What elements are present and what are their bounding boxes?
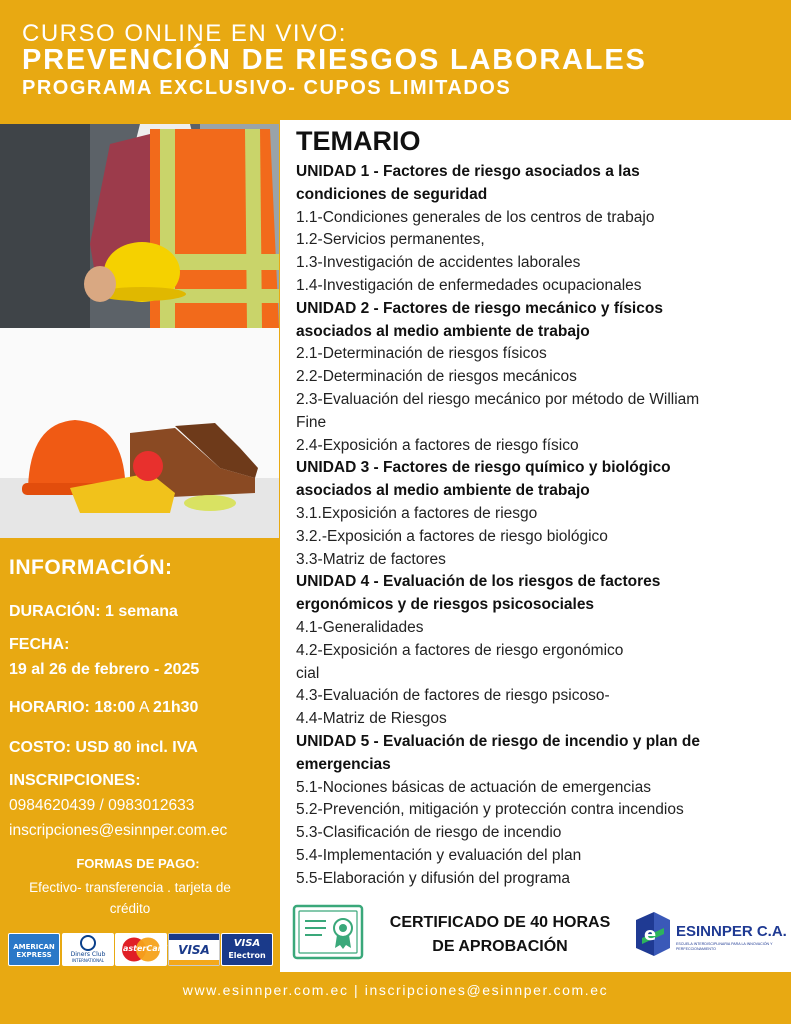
certificate-line-1: CERTIFICADO DE 40 HORAS [389, 914, 611, 931]
header-course-type: CURSO ONLINE EN VIVO: [22, 20, 347, 47]
schedule-start: HORARIO: 18:00 [9, 699, 136, 716]
visa-label: VISA [178, 943, 210, 957]
header-course-title: PREVENCIÓN DE RIESGOS LABORALES [22, 44, 647, 76]
syllabus-topic: 4.4-Matriz de Riesgos [296, 710, 447, 728]
syllabus-topic: 4.2-Exposición a factores de riesgo ergonómico [296, 641, 624, 659]
date-label: FECHA: [9, 636, 70, 653]
diners-card-icon [62, 933, 114, 966]
schedule [9, 697, 198, 719]
syllabus-topic: 3.1.Exposición a factores de riesgo [296, 504, 538, 522]
diners-label-bottom: INTERNATIONAL [71, 958, 105, 963]
mastercard-label: MasterCard [115, 944, 168, 953]
syllabus-topic: 1.2-Servicios permanentes, [296, 231, 485, 249]
logo-name: ESINNPER C.A. [676, 923, 787, 940]
logo-tagline: ESCUELA INTERDISCIPLINARIA PARA LA INNOVACIÓN Y PERFECCIONAMIENTO [676, 942, 773, 951]
schedule-end: 21h30 [153, 699, 199, 716]
safety-equipment-photo [0, 328, 279, 538]
syllabus-unit-heading: UNIDAD 4 - Evaluación de los riesgos de factores [296, 573, 661, 591]
date-value: 19 al 26 de febrero - 2025 [9, 661, 200, 678]
esinnper-logo [634, 910, 787, 960]
syllabus-topic: 4.1-Generalidades [296, 618, 424, 636]
syllabus-topic: 1.3-Investigación de accidentes laborales [296, 254, 581, 272]
syllabus-topic: 5.5-Elaboración y difusión del programa [296, 869, 570, 887]
registration-email[interactable]: inscripciones@esinnper.com.ec [9, 822, 228, 839]
syllabus-unit-heading: condiciones de seguridad [296, 185, 488, 203]
syllabus-topic: 5.3-Clasificación de riesgo de incendio [296, 824, 562, 842]
registration-label: INSCRIPCIONES: [9, 772, 141, 789]
syllabus-unit-heading: asociados al medio ambiente de trabajo [296, 322, 590, 340]
amex-label-bottom: EXPRESS [16, 951, 52, 959]
syllabus-unit-heading: UNIDAD 1 - Factores de riesgo asociados a las [296, 163, 640, 180]
info-title: INFORMACIÓN: [9, 556, 173, 579]
certificate-text [372, 911, 628, 959]
syllabus-topic: 5.1-Nociones básicas de actuación de emergencias [296, 778, 651, 796]
amex-card-icon [8, 933, 60, 966]
syllabus-topic: Fine [296, 413, 327, 431]
syllabus-unit-heading: UNIDAD 3 - Factores de riesgo químico y biológico [296, 459, 671, 477]
syllabus-topic: cial [296, 664, 320, 682]
syllabus-topic: 2.4-Exposición a factores de riesgo físico [296, 436, 579, 454]
syllabus-unit-heading: UNIDAD 5 - Evaluación de riesgo de incendio y plan de [296, 732, 700, 750]
syllabus-unit-heading: asociados al medio ambiente de trabajo [296, 482, 590, 500]
syllabus-list [296, 161, 776, 891]
syllabus-unit-heading: UNIDAD 2 - Factores de riesgo mecánico y físicos [296, 299, 663, 317]
schedule-separator: A [135, 699, 154, 716]
worker-photo [0, 124, 279, 328]
syllabus-topic: 3.3-Matriz de factores [296, 550, 446, 568]
visa-electron-label-top: VISA [233, 938, 261, 949]
syllabus-topic: 2.1-Determinación de riesgos físicos [296, 345, 547, 363]
header-program-note: PROGRAMA EXCLUSIVO- CUPOS LIMITADOS [22, 77, 512, 99]
certificate-icon [292, 904, 364, 960]
amex-label-top: AMERICAN [13, 943, 55, 951]
duration: DURACIÓN: 1 semana [9, 603, 178, 620]
diners-label-top: Diners Club [70, 951, 106, 958]
footer-contact[interactable]: www.esinnper.com.ec | inscripciones@esinnper.com.ec [182, 982, 609, 998]
syllabus-topic: 2.2-Determinación de riesgos mecánicos [296, 368, 577, 386]
diners-circle-icon [80, 935, 96, 951]
syllabus-unit-heading: ergonómicos y de riesgos psicosociales [296, 596, 595, 614]
syllabus-topic: 5.2-Prevención, mitigación y protección contra incendios [296, 801, 684, 819]
visa-band-bottom [169, 960, 219, 965]
cost: COSTO: USD 80 incl. IVA [9, 739, 198, 756]
esinnper-logo-mark [634, 910, 674, 958]
svg-text:e: e [644, 924, 657, 945]
visa-card-icon [168, 933, 220, 966]
phone-numbers[interactable]: 0984620439 / 0983012633 [9, 797, 195, 814]
syllabus-topic: 2.3-Evaluación del riesgo mecánico por método de William [296, 390, 700, 408]
mastercard-card-icon [115, 933, 167, 966]
certificate-line-2: DE APROBACIÓN [432, 938, 568, 955]
syllabus-title: TEMARIO [296, 126, 421, 156]
syllabus-topic: 5.4-Implementación y evaluación del plan [296, 846, 582, 864]
payment-label: FORMAS DE PAGO: [76, 856, 200, 871]
payment-methods: Efectivo- transferencia . tarjeta de crédito [29, 880, 231, 916]
syllabus-topic: 1.1-Condiciones generales de los centros de trabajo [296, 208, 655, 226]
syllabus-topic: 1.4-Investigación de enfermedades ocupacionales [296, 276, 642, 294]
visa-electron-label-bottom: Electron [228, 951, 266, 960]
syllabus-unit-heading: emergencias [296, 755, 391, 773]
visa-electron-card-icon [221, 933, 273, 966]
syllabus-topic: 4.3-Evaluación de factores de riesgo psicoso- [296, 687, 610, 705]
syllabus-topic: 3.2.-Exposición a factores de riesgo biológico [296, 527, 608, 545]
